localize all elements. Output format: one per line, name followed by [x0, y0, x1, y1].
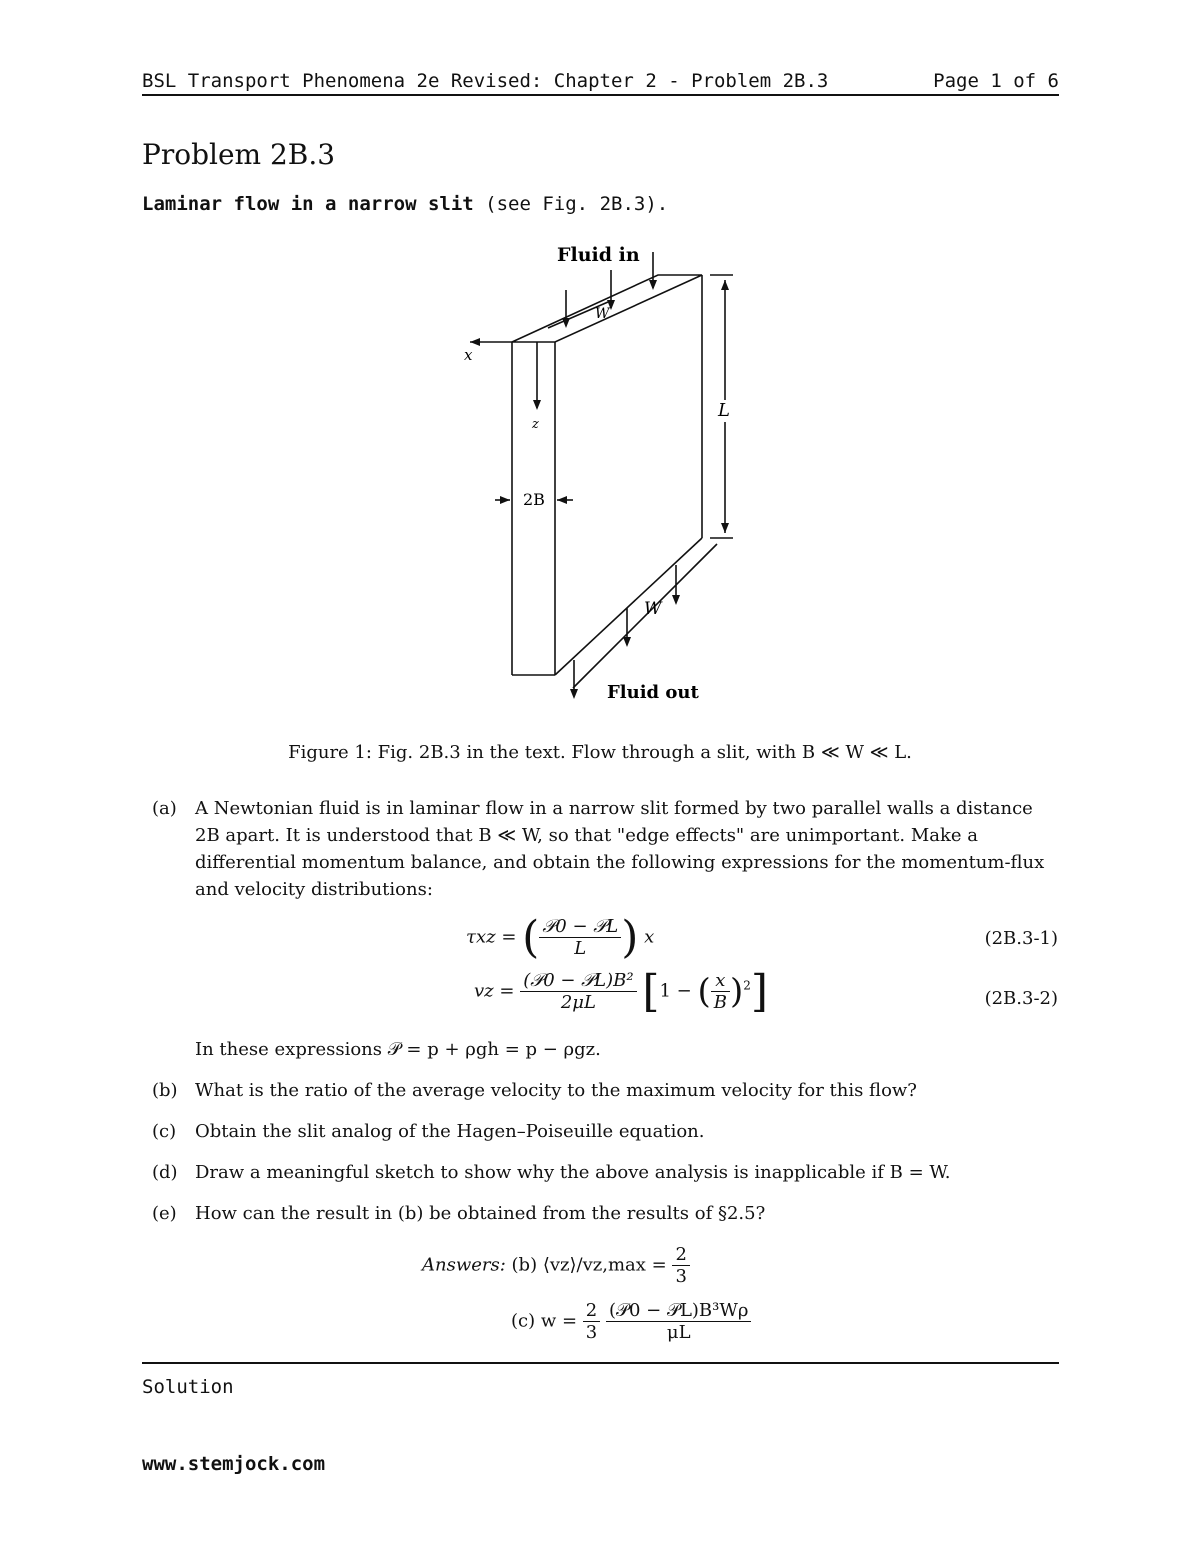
- answer-c-fraction: [606, 1300, 751, 1343]
- eq1-number: (2B.3-1): [984, 928, 1058, 949]
- equation-2b3-2: vz = $\frac{\text{(𝒫0 − 𝒫L)B²}}{2\mu L}$ [1 − ( $\frac{x}{B}$ )$^2$]: [474, 966, 769, 1017]
- answer-c-coefficient: [583, 1300, 600, 1343]
- part-d-label: (d): [152, 1162, 178, 1183]
- header-divider: [142, 94, 1059, 96]
- where-statement: [195, 1036, 601, 1063]
- eq2-inner-fraction: [711, 970, 730, 1013]
- answer-c-denominator: μL: [666, 1322, 691, 1343]
- part-c-label: (c): [152, 1121, 177, 1142]
- solution-divider: [142, 1362, 1059, 1364]
- part-e-text: How can the result in (b) be obtained from the results of §2.5?: [195, 1203, 766, 1224]
- eq1-numerator: 𝒫0 − 𝒫L: [539, 916, 621, 938]
- eq2-inner-denominator: B: [713, 992, 727, 1013]
- answer-c: [511, 1300, 751, 1343]
- fluid-out-label: Fluid out: [607, 682, 699, 703]
- part-a-text: A Newtonian fluid is in laminar flow in a narrow slit formed by two parallel walls a distance 2B apart. It is understood that B ≪ W, so that "edge effects" are unimportant. Make a differential momentum balance, and obtain the following expressions for the momentum-flux and velocity distributions:: [195, 798, 1045, 900]
- eq1-fraction: [539, 916, 621, 959]
- answer-b-fraction: [672, 1244, 689, 1287]
- eq2-fraction: [520, 970, 636, 1013]
- slit-flow-figure: [440, 240, 770, 710]
- equation-2b3-1: τxz = ( $\frac{\text{𝒫0 − 𝒫L}}{L}$ ) x: [466, 912, 655, 963]
- figure-caption: Figure 1: Fig. 2B.3 in the text. Flow through a slit, with B ≪ W ≪ L.: [288, 742, 912, 763]
- answer-b-denominator: 3: [675, 1266, 687, 1287]
- answer-b-prefix: (b) ⟨vz⟩/vz,max =: [511, 1254, 667, 1276]
- problem-intro: [142, 193, 668, 215]
- slit-diagram: [440, 240, 770, 710]
- eq2-inner-numerator: x: [711, 970, 730, 992]
- eq2-bracket-left: 1 −: [659, 980, 692, 1002]
- solution-heading: Solution: [142, 1376, 234, 1398]
- intro-rest: (see Fig. 2B.3).: [473, 193, 669, 215]
- part-c-text: Obtain the slit analog of the Hagen–Poiseuille equation.: [195, 1121, 705, 1142]
- answers-label: Answers:: [422, 1254, 506, 1276]
- part-b-label: (b): [152, 1080, 178, 1101]
- part-e-label: (e): [152, 1203, 177, 1224]
- eq2-numerator: (𝒫0 − 𝒫L)B²: [520, 970, 636, 992]
- answer-b-numerator: 2: [672, 1244, 689, 1266]
- header-title: BSL Transport Phenomena 2e Revised: Chapter 2 - Problem 2B.3: [142, 70, 829, 92]
- part-a-label: (a): [152, 798, 177, 819]
- slit-bottom-edge: [555, 538, 702, 675]
- x-axis-label: x: [464, 346, 473, 364]
- eq1-tail: x: [644, 926, 655, 948]
- page-header: [142, 68, 1059, 94]
- intro-bold: Laminar flow in a narrow slit: [142, 193, 474, 215]
- answer-c-coef-denominator: 3: [585, 1322, 598, 1343]
- answer-c-prefix: (c) w =: [511, 1310, 578, 1332]
- answer-b: [422, 1244, 690, 1287]
- two-b-label: 2B: [523, 490, 545, 509]
- z-axis-label: z: [532, 417, 539, 432]
- answer-c-coef-numerator: 2: [583, 1300, 600, 1322]
- answer-c-numerator: (𝒫0 − 𝒫L)B³Wρ: [606, 1300, 751, 1322]
- eq2-lhs: vz =: [474, 980, 515, 1002]
- part-d-text: Draw a meaningful sketch to show why the above analysis is inapplicable if B = W.: [195, 1162, 951, 1183]
- page-number: Page 1 of 6: [933, 70, 1059, 92]
- l-dimension-label: L: [718, 400, 730, 421]
- eq1-denominator: L: [574, 938, 587, 959]
- eq2-denominator: 2μL: [560, 992, 596, 1013]
- fluid-in-label: Fluid in: [557, 244, 640, 266]
- eq1-lhs: τxz =: [466, 926, 517, 948]
- w-top-label: W: [595, 306, 610, 322]
- eq2-number: (2B.3-2): [984, 988, 1058, 1009]
- problem-heading: Problem 2B.3: [142, 138, 336, 171]
- part-b-text: What is the ratio of the average velocity to the maximum velocity for this flow?: [195, 1080, 917, 1101]
- where-text: In these expressions 𝒫 = p + ρgh = p − ρgz.: [195, 1039, 601, 1060]
- w-bottom-label: W: [644, 599, 662, 619]
- footer-link[interactable]: www.stemjock.com: [142, 1453, 326, 1475]
